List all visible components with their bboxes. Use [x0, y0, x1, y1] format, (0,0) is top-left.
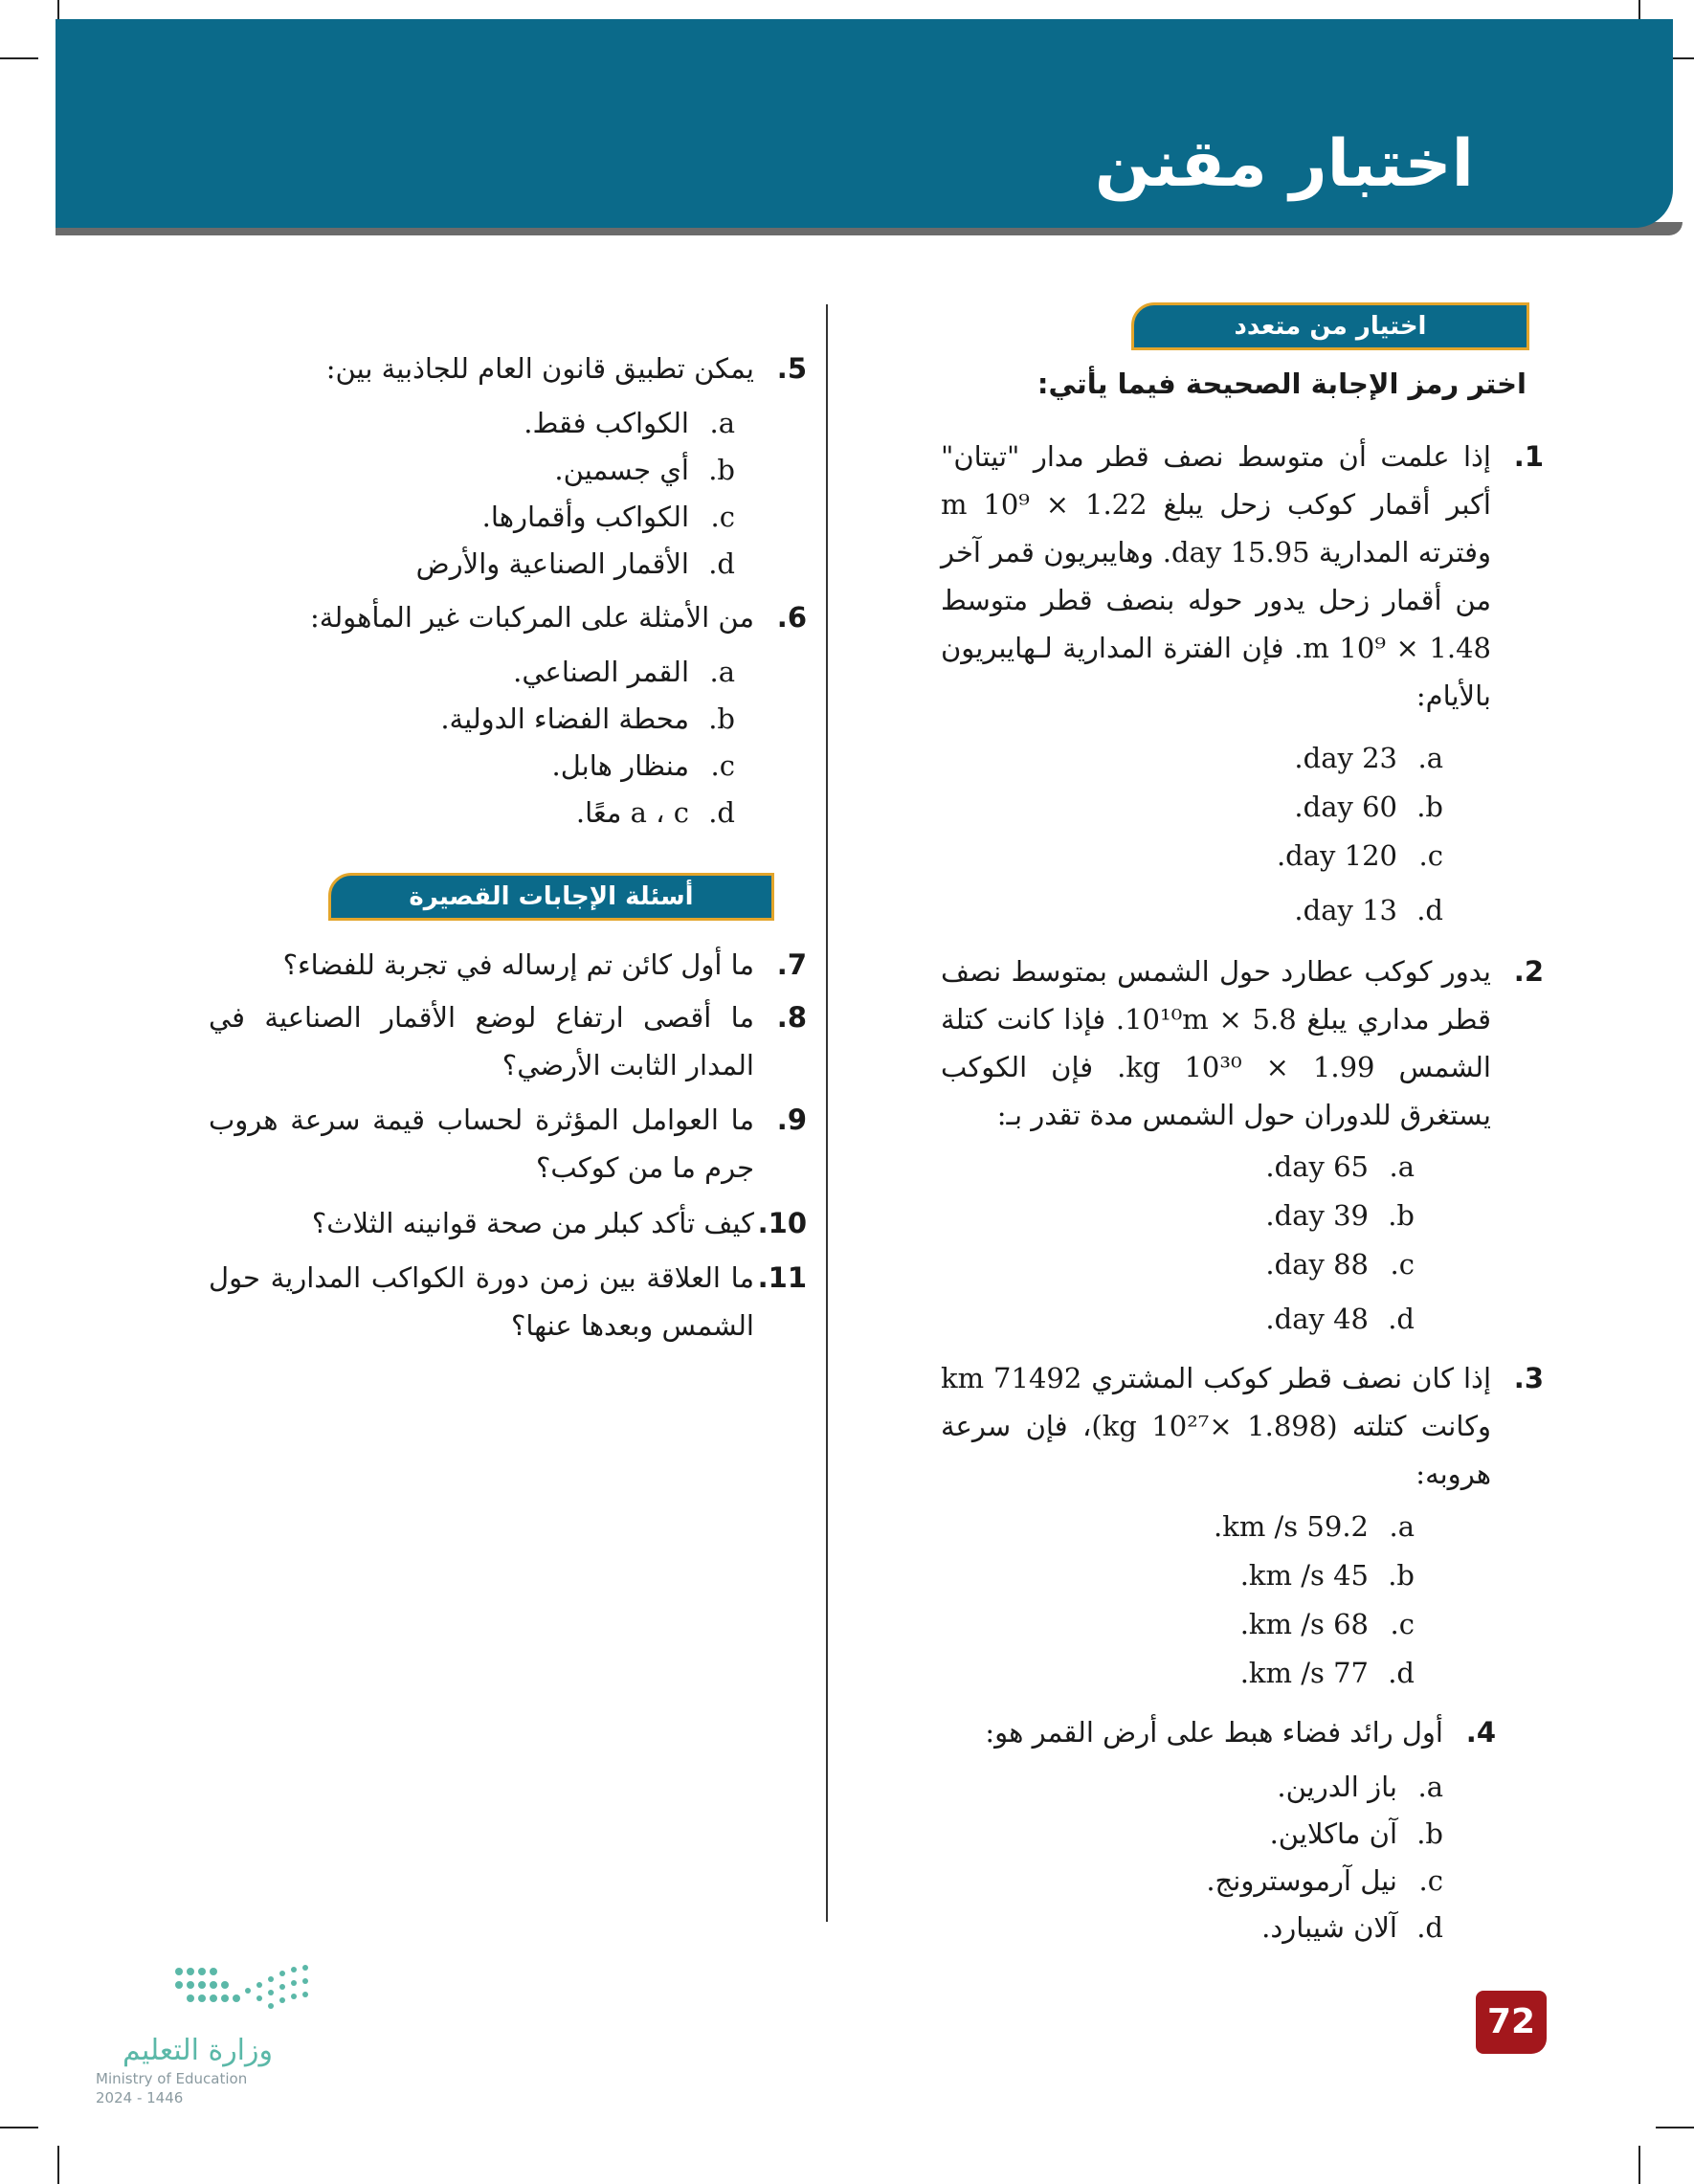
question-number: 11. — [757, 1261, 807, 1294]
option-text: a ، c معًا. — [575, 796, 689, 829]
question-6 — [209, 593, 807, 641]
option[interactable] — [1240, 1559, 1415, 1592]
option-text: 77 km /s. — [1239, 1657, 1369, 1689]
option-text: 48 day. — [1265, 1303, 1369, 1335]
crop-mark — [1638, 2146, 1640, 2184]
option-letter: c. — [710, 501, 735, 533]
question-3 — [941, 1354, 1544, 1498]
option-letter: d. — [1416, 894, 1443, 926]
option[interactable] — [1277, 839, 1443, 872]
question-text: إذا علمت أن متوسط نصف قطر مدار "تيتان" أكبر أقمار كوكب زحل يبلغ 1.22 × 10⁹ m وفترته المدارية 15.95 day. وهايبريون قمر آخر من أقمار زحل يدور حوله بنصف قطر متوسط 1.48 × 10⁹ m. فإن الفترة المدارية لـهايبريون بالأيام: — [941, 440, 1491, 712]
option-text: 59.2 km /s. — [1214, 1510, 1369, 1543]
option-letter: b. — [708, 702, 735, 735]
option-letter: a. — [709, 656, 735, 688]
option-text: الكواكب وأقمارها. — [481, 501, 689, 533]
option-text: نيل آرموسترونج. — [1206, 1864, 1397, 1897]
question-2 — [941, 947, 1544, 1139]
option-letter: c. — [1418, 1864, 1443, 1897]
option[interactable] — [1240, 1657, 1415, 1689]
question-text: يدور كوكب عطارد حول الشمس بمتوسط نصف قطر مداري يبلغ 5.8 × 10¹⁰m. فإذا كانت كتلة الشمس 1.99 × 10³⁰ kg. فإن الكوكب يستغرق للدوران حول الشمس مدة تقدر بـ: — [941, 955, 1491, 1131]
crop-mark — [1656, 2127, 1694, 2128]
option-letter: a. — [1417, 1771, 1443, 1803]
option-text: محطة الفضاء الدولية. — [440, 702, 689, 735]
option-letter: a. — [1389, 1150, 1415, 1183]
option-letter: b. — [708, 454, 735, 486]
question-text: أول رائد فضاء هبط على أرض القمر هو: — [985, 1716, 1443, 1749]
option-text: القمر الصناعي. — [513, 656, 689, 688]
option[interactable] — [1294, 742, 1443, 774]
option-letter: c. — [1418, 839, 1443, 872]
option-text: أي جسمين. — [554, 454, 689, 486]
section-tag-multiple-choice: اختيار من متعدد — [1131, 302, 1529, 350]
short-question-11 — [209, 1254, 807, 1349]
question-number: 1. — [1513, 440, 1544, 473]
page-title: اختبار مقنن — [1094, 126, 1474, 202]
ministry-name-ar: وزارة التعليم — [122, 2034, 273, 2067]
option[interactable] — [551, 749, 735, 782]
option-letter: b. — [1388, 1199, 1415, 1232]
question-4 — [941, 1708, 1496, 1756]
option[interactable] — [1265, 1248, 1415, 1281]
option-text: آلان شيبارد. — [1261, 1911, 1397, 1944]
short-question-7 — [209, 941, 807, 989]
option-text: منظار هابل. — [551, 749, 689, 782]
question-number: 8. — [776, 1001, 807, 1034]
option-text: 68 km /s. — [1239, 1608, 1369, 1640]
option-letter: a. — [1417, 742, 1443, 774]
short-question-8 — [209, 993, 807, 1089]
option-text: 120 day. — [1276, 839, 1397, 872]
option[interactable] — [1270, 1817, 1443, 1850]
option[interactable] — [1206, 1864, 1443, 1897]
question-number: 4. — [1465, 1716, 1496, 1749]
crop-mark — [0, 57, 38, 59]
option-text: 23 day. — [1294, 742, 1397, 774]
option-text: الكواكب فقط. — [524, 407, 689, 439]
option[interactable] — [513, 656, 735, 688]
option-text: 39 day. — [1265, 1199, 1369, 1232]
option-text: 13 day. — [1294, 894, 1397, 926]
instruction: اختر رمز الإجابة الصحيحة فيما يأتي: — [1036, 368, 1527, 400]
question-number: 2. — [1513, 955, 1544, 988]
option-text: 60 day. — [1294, 791, 1397, 823]
option-letter: c. — [1390, 1248, 1415, 1281]
crop-mark — [57, 2146, 59, 2184]
option[interactable] — [524, 407, 735, 439]
page-number: 72 — [1476, 1991, 1547, 2054]
option-text: 88 day. — [1265, 1248, 1369, 1281]
question-text: ما العوامل المؤثرة لحساب قيمة سرعة هروب جرم ما من كوكب؟ — [209, 1103, 754, 1184]
option[interactable] — [1240, 1608, 1415, 1640]
option[interactable] — [1261, 1911, 1443, 1944]
column-divider — [826, 304, 828, 1922]
question-number: 9. — [776, 1103, 807, 1136]
option-text: 65 day. — [1265, 1150, 1369, 1183]
option[interactable] — [1294, 791, 1443, 823]
question-number: 3. — [1513, 1362, 1544, 1394]
option-letter: a. — [1389, 1510, 1415, 1543]
ministry-name-en: Ministry of Education — [96, 2070, 248, 2087]
option-text: 45 km /s. — [1239, 1559, 1369, 1592]
option[interactable] — [1265, 1150, 1415, 1183]
question-text: ما العلاقة بين زمن دورة الكواكب المدارية حول الشمس وبعدها عنها؟ — [209, 1261, 754, 1342]
question-text: ما أقصى ارتفاع لوضع الأقمار الصناعية في المدار الثابت الأرضي؟ — [209, 1001, 754, 1081]
option-text: آن ماكلاين. — [1269, 1817, 1397, 1850]
option-letter: d. — [1388, 1303, 1415, 1335]
option-letter: c. — [1390, 1608, 1415, 1640]
option[interactable] — [1265, 1303, 1415, 1335]
option-text: الأقمار الصناعية والأرض — [415, 547, 689, 580]
question-text: كيف تأكد كبلر من صحة قوانينه الثلاث؟ — [311, 1207, 754, 1239]
crop-mark — [0, 2127, 38, 2128]
option[interactable] — [1294, 894, 1443, 926]
short-question-10 — [209, 1199, 807, 1247]
question-1 — [941, 433, 1544, 720]
question-text: من الأمثلة على المركبات غير المأهولة: — [310, 601, 754, 634]
question-number: 6. — [776, 601, 807, 634]
option-text: باز الدرين. — [1277, 1771, 1397, 1803]
option-letter: d. — [708, 796, 735, 829]
question-number: 7. — [776, 948, 807, 981]
option[interactable] — [1214, 1510, 1415, 1543]
option[interactable] — [1277, 1771, 1443, 1803]
section-tag-short-answer: أسئلة الإجابات القصيرة — [328, 873, 774, 921]
question-number: 5. — [776, 352, 807, 385]
option-letter: d. — [708, 547, 735, 580]
option[interactable] — [482, 501, 735, 533]
option-letter: b. — [1416, 791, 1443, 823]
option-letter: b. — [1416, 1817, 1443, 1850]
option-letter: c. — [710, 749, 735, 782]
option-letter: d. — [1416, 1911, 1443, 1944]
question-5 — [209, 345, 807, 392]
question-text: يمكن تطبيق قانون العام للجاذبية بين: — [325, 352, 754, 385]
option[interactable] — [416, 547, 735, 580]
option-letter: d. — [1388, 1657, 1415, 1689]
ministry-logo — [91, 1952, 340, 2115]
option-letter: b. — [1388, 1559, 1415, 1592]
question-text: ما أول كائن تم إرساله في تجربة للفضاء؟ — [282, 948, 754, 981]
question-text: إذا كان نصف قطر كوكب المشتري 71492 km وكانت كتلته (1.898 ×10²⁷ kg)، فإن سرعة هروبه: — [941, 1362, 1492, 1490]
question-number: 10. — [757, 1207, 807, 1239]
edition-year: 2024 - 1446 — [96, 2089, 184, 2106]
option[interactable] — [1265, 1199, 1415, 1232]
option[interactable] — [554, 454, 735, 486]
option[interactable] — [440, 702, 735, 735]
ministry-dots-icon — [91, 1952, 340, 2029]
option[interactable] — [576, 796, 735, 829]
option-letter: a. — [709, 407, 735, 439]
short-question-9 — [209, 1096, 807, 1192]
